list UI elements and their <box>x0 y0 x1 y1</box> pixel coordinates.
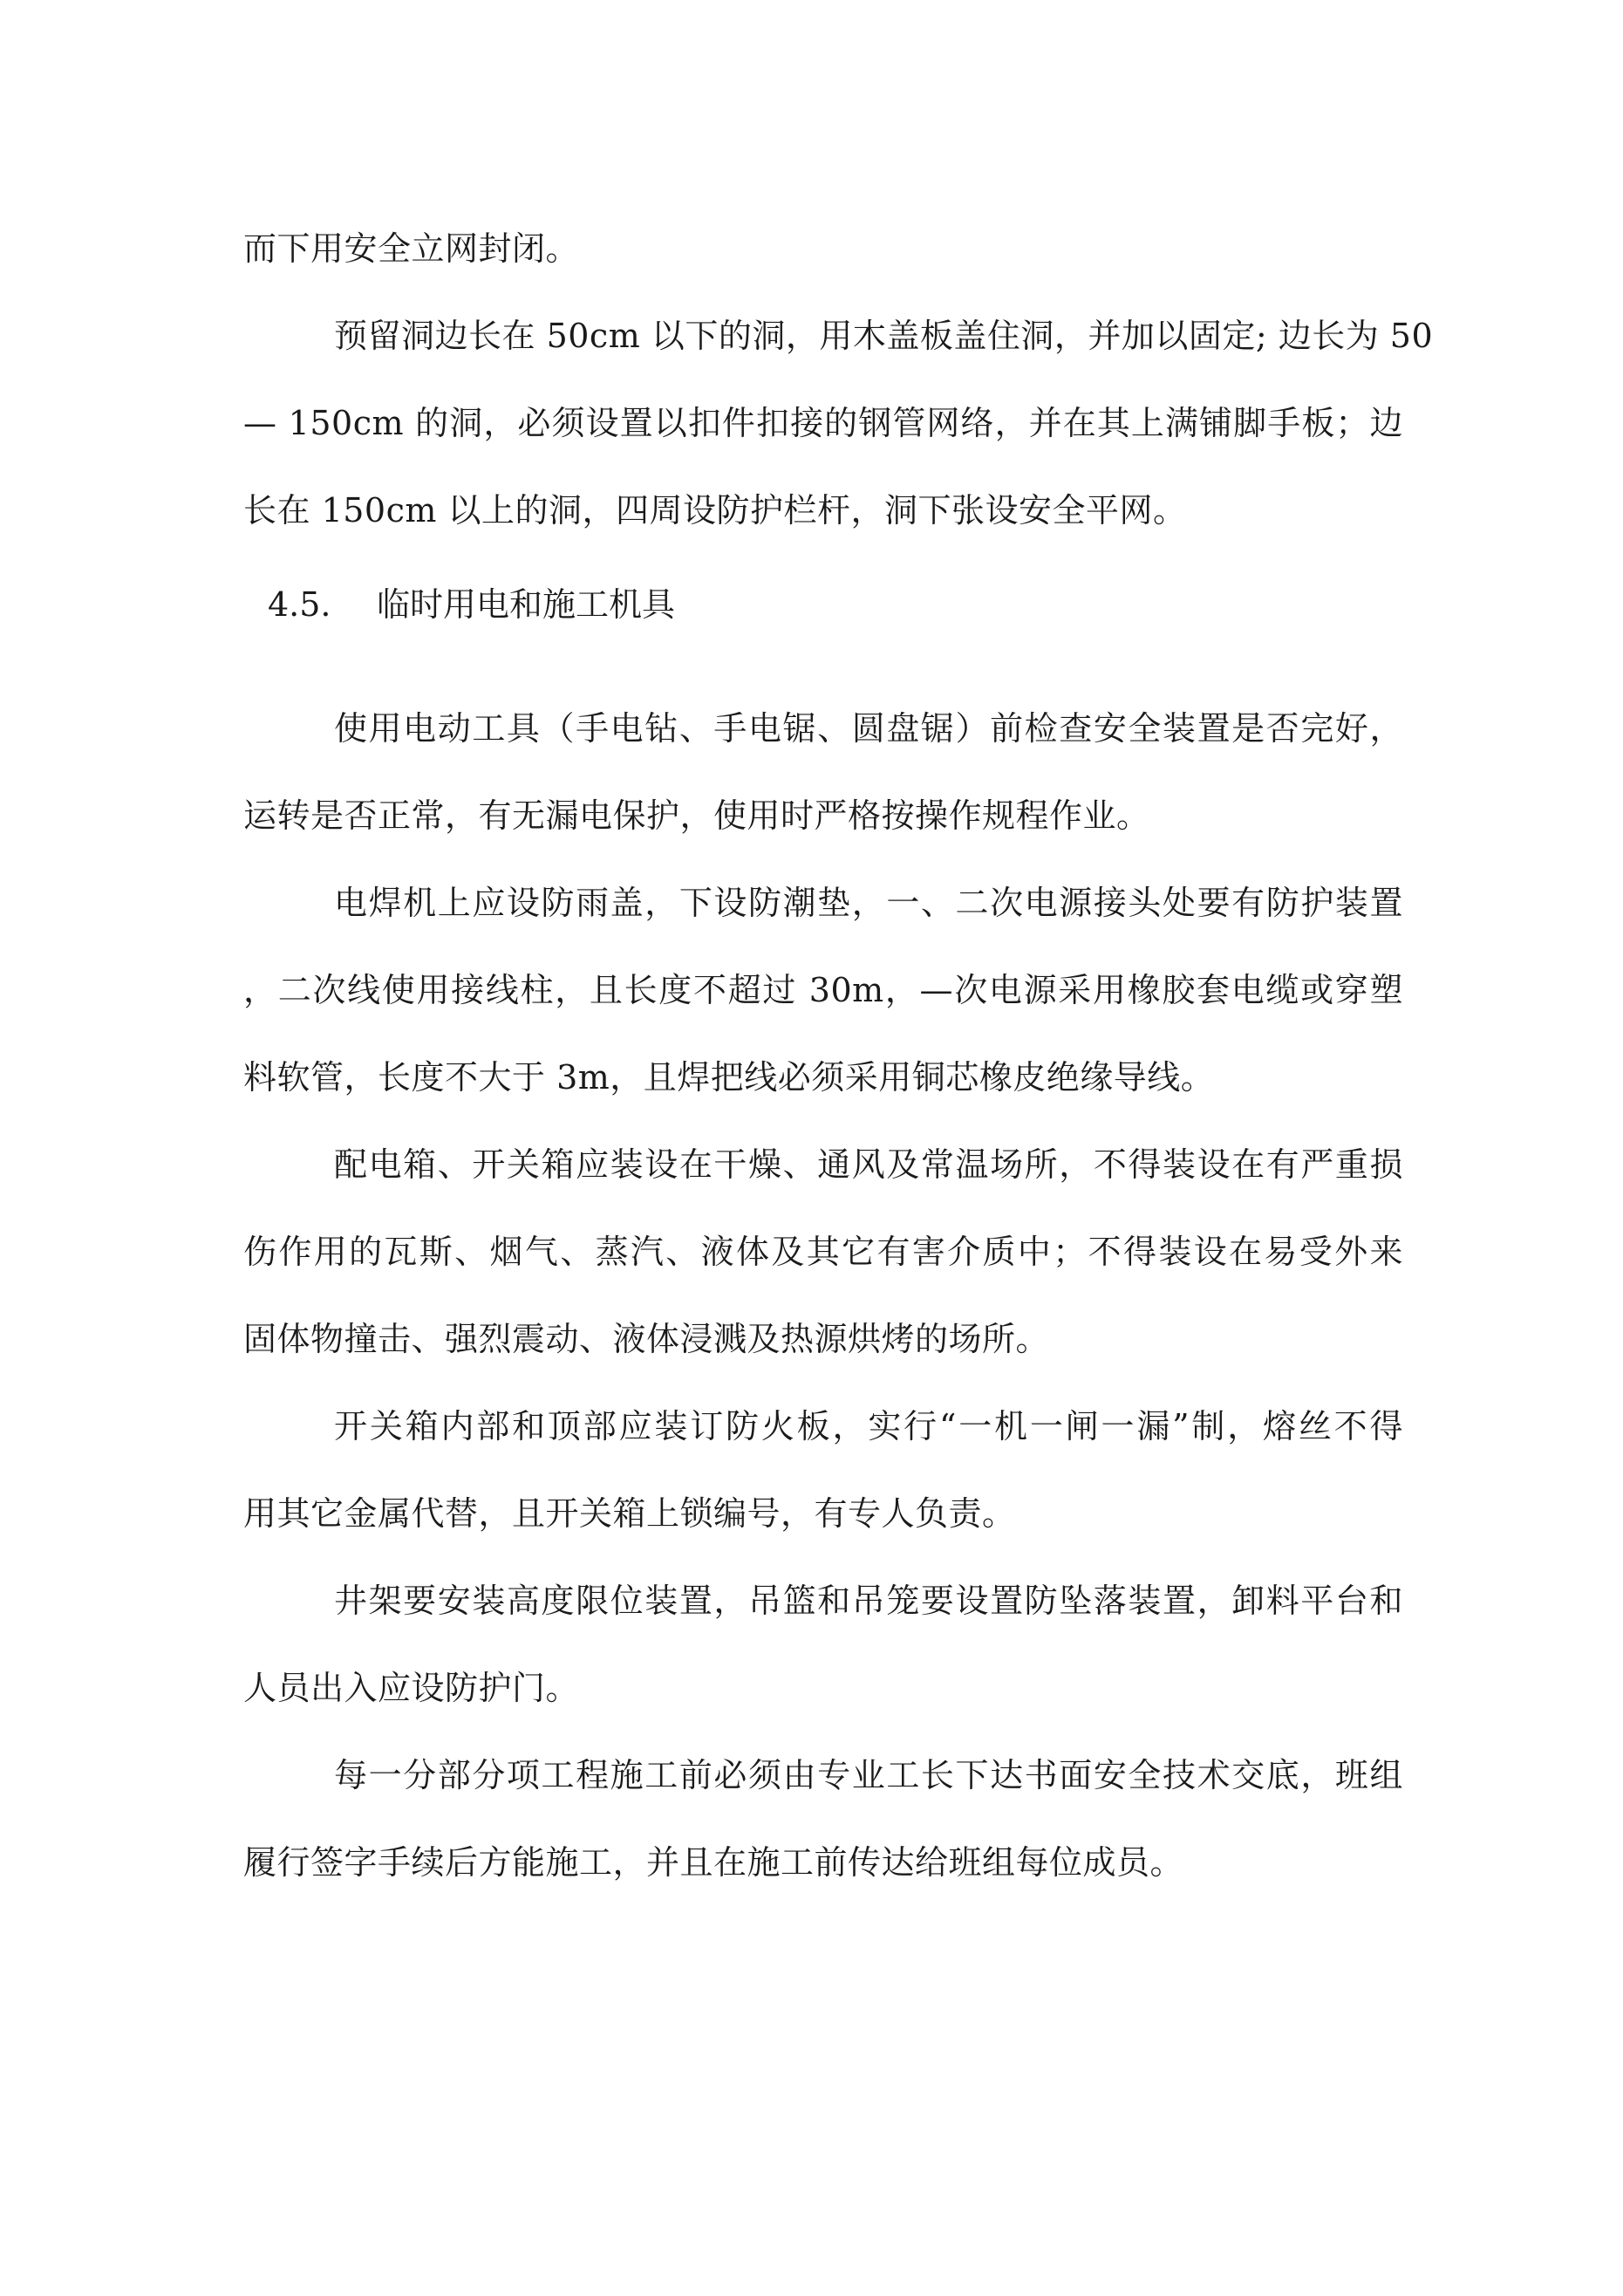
paragraph-line: 配电箱、开关箱应装设在干燥、通风及常温场所，不得装设在有严重损 <box>334 1145 1403 1184</box>
paragraph-line: 固体物撞击、强烈震动、液体浸溅及热源烘烤的场所。 <box>243 1320 1050 1358</box>
section-title: 临时用电和施工机具 <box>377 585 676 624</box>
paragraph-line: 开关箱内部和顶部应装订防火板，实行“一机一闸一漏”制，熔丝不得 <box>334 1407 1403 1445</box>
section-number: 4.5. <box>268 585 331 624</box>
paragraph-line: ，二次线使用接线柱，且长度不超过 30m，—次电源采用橡胶套电缆或穿塑 <box>243 971 1403 1009</box>
paragraph-line: 伤作用的瓦斯、烟气、蒸汽、液体及其它有害介质中；不得装设在易受外来 <box>243 1233 1403 1271</box>
paragraph-line: 电焊机上应设防雨盖，下设防潮垫，一、二次电源接头处要有防护装置 <box>334 884 1403 922</box>
paragraph-line: 而下用安全立网封闭。 <box>243 229 580 268</box>
paragraph-line: — 150cm 的洞，必须设置以扣件扣接的钢管网络，并在其上满铺脚手板；边 <box>243 404 1403 442</box>
paragraph-line: 长在 150cm 以上的洞，四周设防护栏杆，洞下张设安全平网。 <box>243 491 1187 530</box>
paragraph-line: 使用电动工具（手电钻、手电锯、圆盘锯）前检查安全装置是否完好， <box>334 709 1403 748</box>
paragraph-line: 预留洞边长在 50cm 以下的洞，用木盖板盖住洞，并加以固定; 边长为 50 <box>334 317 1434 355</box>
paragraph-line: 每一分部分项工程施工前必须由专业工长下达书面安全技术交底，班组 <box>334 1756 1403 1794</box>
paragraph-line: 人员出入应设防护门。 <box>243 1669 580 1707</box>
paragraph-line: 运转是否正常，有无漏电保护，使用时严格按操作规程作业。 <box>243 796 1150 835</box>
paragraph-line: 料软管，长度不大于 3m，且焊把线必须采用铜芯橡皮绝缘导线。 <box>243 1058 1215 1097</box>
paragraph-line: 用其它金属代替，且开关箱上锁编号，有专人负责。 <box>243 1494 1016 1533</box>
paragraph-line: 井架要安装高度限位装置，吊篮和吊笼要设置防坠落装置，卸料平台和 <box>334 1582 1403 1620</box>
paragraph-line: 履行签字手续后方能施工，并且在施工前传达给班组每位成员。 <box>243 1843 1184 1882</box>
